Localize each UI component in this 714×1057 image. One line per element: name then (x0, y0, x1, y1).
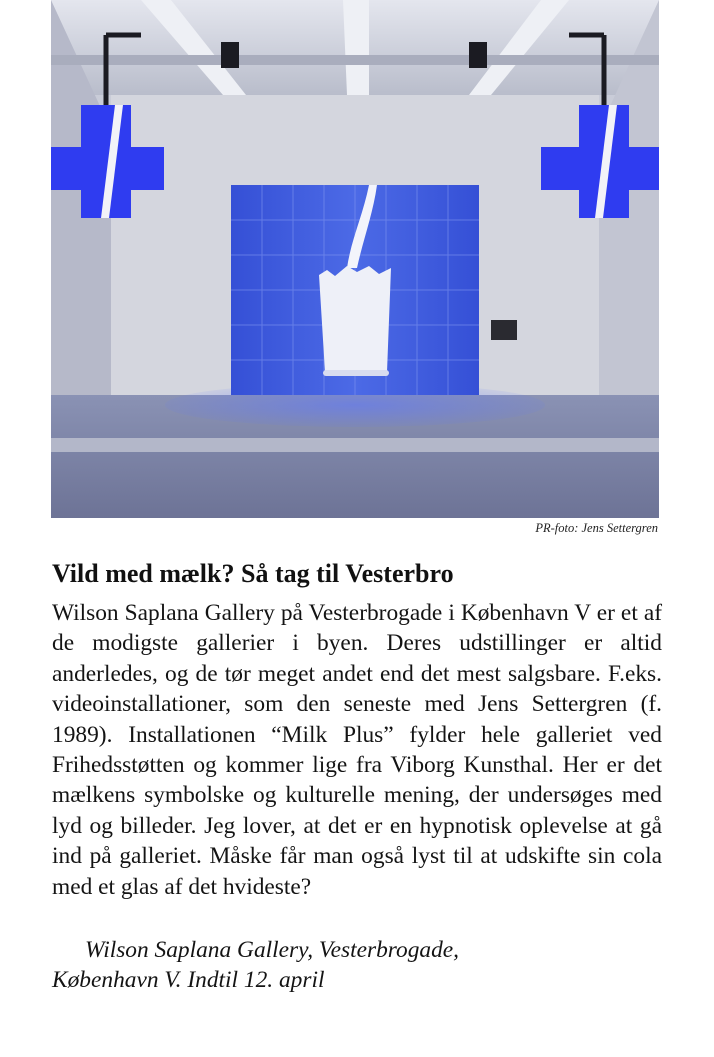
venue-info-line-1: Wilson Saplana Gallery, Vesterbrogade, (85, 937, 460, 963)
article-headline: Vild med mælk? Så tag til Vesterbro (52, 559, 454, 588)
venue-info (52, 935, 662, 996)
venue-info-line-2: København V. Indtil 12. april (52, 967, 325, 994)
installation-photo-illustration (51, 0, 659, 518)
article-photo (51, 0, 659, 518)
photo-credit: PR-foto: Jens Settergren (535, 521, 658, 535)
article-body: Wilson Saplana Gallery på Vesterbrogade i København V er et af de modigste gallerier i byen. Deres udstillinger er altid anderledes, og de tør meget andet end det mest salgsbare. F.eks. videoinstallationer, som den seneste med Jens Settergren (f. 1989). Installationen “Milk Plus” fylder hele galleriet ved Frihedsstøtten og kommer lige fra Viborg Kunsthal. Her er det mælkens symbolske og kulturelle mening, der undersøges med lyd og billeder. Jeg lover, at det er en hypnotisk oplevelse at gå ind på galleriet. Måske får man også lyst til at udskifte sin cola med et glas af det hvideste? (52, 600, 662, 900)
